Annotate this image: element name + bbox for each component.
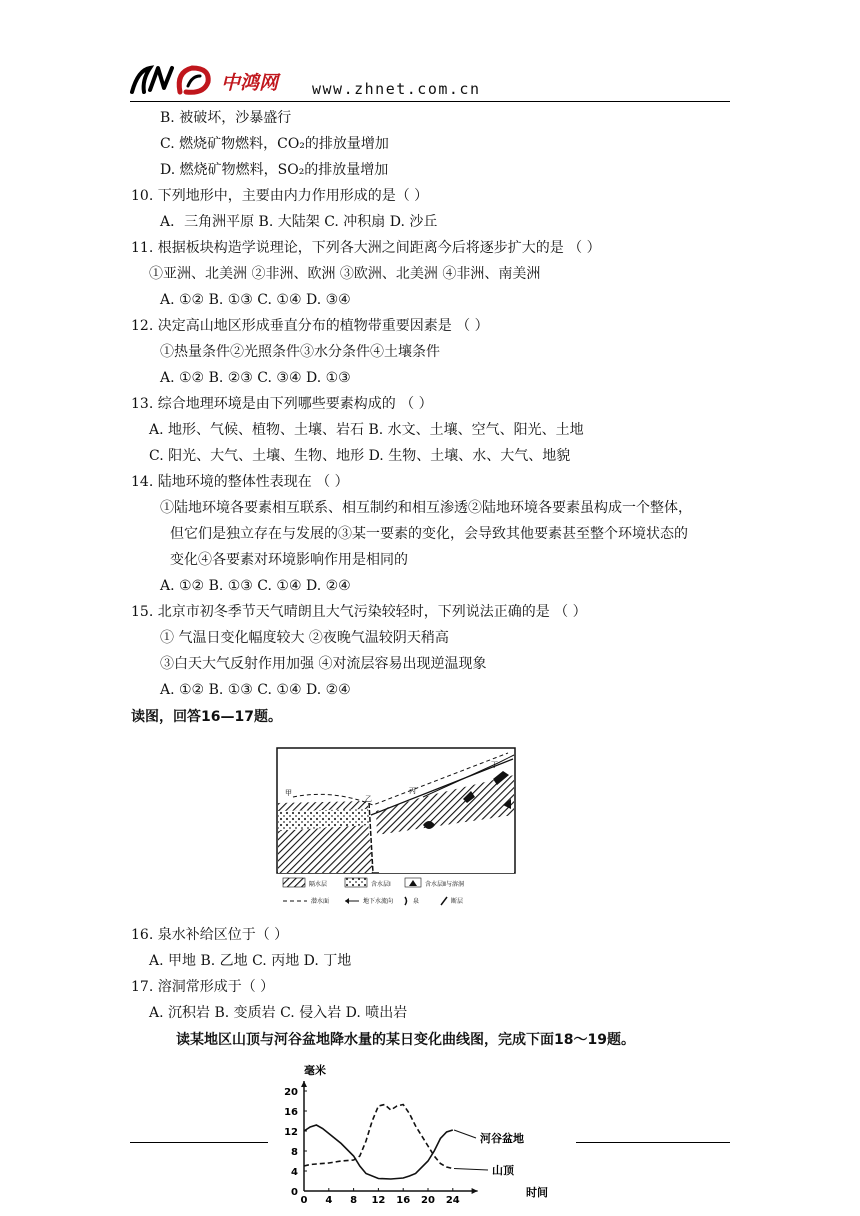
x-tick-label-0: 0: [300, 1195, 308, 1206]
leader-valley: [454, 1130, 476, 1138]
q15-stem: 15. 北京市初冬季节天气晴朗且大气污染较轻时，下列说法正确的是 （ ）: [131, 604, 587, 620]
series-label-mountain: 山顶: [492, 1164, 514, 1177]
legend-aquifer-two: 含水层Ⅱ与溶洞: [425, 881, 464, 888]
q15-options: A. ①② B. ①③ C. ①④ D. ②④: [160, 682, 351, 698]
y-tick-label-12: 12: [284, 1127, 298, 1138]
leader-mountain: [454, 1169, 488, 1171]
q14-items-line2: 但它们是独立存在与发展的③某一要素的变化，会导致其他要素甚至整个环境状态的: [170, 526, 688, 542]
x-tick-label-20: 20: [421, 1195, 435, 1206]
q13-options-cd: C. 阳光、大气、土壤、生物、地形 D. 生物、土壤、水、大气、地貌: [149, 448, 571, 464]
q10-options: A．三角洲平原 B. 大陆架 C. 冲积扇 D. 沙丘: [160, 214, 438, 230]
footer-rule-right: [576, 1142, 730, 1143]
q14-items-line3: 变化④各要素对环境影响作用是相同的: [170, 552, 408, 568]
q16-stem: 16. 泉水补给区位于（ ）: [131, 927, 289, 943]
q11-stem: 11. 根据板块构造学说理论，下列各大洲之间距离今后将逐步扩大的是 （ ）: [131, 240, 601, 256]
figure-legend: [283, 878, 464, 905]
groundwater-cross-section-figure: [273, 745, 519, 911]
legend-aquifer-one: 含水层Ⅰ: [371, 881, 391, 888]
q17-options: A. 沉积岩 B. 变质岩 C. 侵入岩 D. 喷出岩: [149, 1005, 408, 1021]
q17-stem: 17. 溶洞常形成于（ ）: [131, 979, 275, 995]
x-tick-label-4: 4: [325, 1195, 333, 1206]
zhnet-logo-icon: [128, 62, 220, 98]
label-ding: 丁: [491, 761, 498, 769]
x-tick-label-24: 24: [445, 1195, 460, 1206]
legend-fault: 断层: [451, 898, 464, 905]
q10-stem: 10. 下列地形中，主要由内力作用形成的是（ ）: [131, 188, 429, 204]
y-tick-label-20: 20: [284, 1087, 298, 1098]
q9-option-d: D. 燃烧矿物燃料，SO₂的排放量增加: [160, 162, 389, 178]
y-tick-label-0: 0: [291, 1187, 298, 1198]
instruction-18-19: 读某地区山顶与河谷盆地降水量的某日变化曲线图，完成下面18～19题。: [176, 1032, 635, 1048]
q12-options: A. ①② B. ②③ C. ③④ D. ①③: [160, 370, 351, 386]
instruction-16-17: 读图，回答16—17题。: [131, 709, 282, 725]
precipitation-chart: [268, 1060, 574, 1210]
q16-options: A. 甲地 B. 乙地 C. 丙地 D. 丁地: [149, 953, 352, 969]
label-bing: 丙: [409, 787, 416, 795]
y-tick-label-4: 4: [291, 1167, 298, 1178]
q15-items-line2: ③白天大气反射作用加强 ④对流层容易出现逆温现象: [160, 656, 487, 672]
q11-items: ①亚洲、北美洲 ②非洲、欧洲 ③欧洲、北美洲 ④非洲、南美洲: [149, 266, 541, 282]
q9-option-b: B. 被破坏，沙暴盛行: [160, 110, 292, 126]
q9-option-c: C. 燃烧矿物燃料，CO₂的排放量增加: [160, 136, 389, 152]
legend-water-table: 潜水面: [311, 898, 330, 905]
x-axis-arrow: [472, 1188, 478, 1194]
legend-aquiclude: 隔水层: [309, 881, 328, 888]
y-tick-label-8: 8: [291, 1147, 298, 1158]
label-yi: 乙: [365, 795, 372, 803]
x-axis-label: 时间: [526, 1186, 548, 1199]
legend-spring: 泉: [413, 898, 420, 905]
q14-items-line1: ①陆地环境各要素相互联系、相互制约和相互渗透②陆地环境各要素虽构成一个整体，: [160, 500, 692, 516]
q12-stem: 12. 决定高山地区形成垂直分布的植物带重要因素是 （ ）: [131, 318, 489, 334]
series-line-1: [304, 1105, 453, 1169]
y-tick-label-16: 16: [284, 1107, 298, 1118]
q15-items-line1: ① 气温日变化幅度较大 ②夜晚气温较阴天稍高: [160, 630, 449, 646]
legend-flow-direction: 地下水流向: [363, 898, 394, 905]
q14-options: A. ①② B. ①③ C. ①④ D. ②④: [160, 578, 351, 594]
q11-options: A. ①② B. ①③ C. ①④ D. ③④: [160, 292, 351, 308]
y-axis-arrow: [301, 1081, 307, 1087]
q14-stem: 14. 陆地环境的整体性表现在 （ ）: [131, 474, 349, 490]
brand-name: 中鸿网: [221, 72, 279, 94]
y-axis-label: 毫米: [304, 1064, 326, 1077]
x-tick-label-16: 16: [396, 1195, 411, 1206]
label-jia: 甲: [285, 789, 292, 797]
x-tick-label-12: 12: [371, 1195, 386, 1206]
header-rule: [130, 101, 730, 102]
series-label-valley: 河谷盆地: [480, 1132, 524, 1145]
site-url[interactable]: www.zhnet.com.cn: [312, 80, 481, 98]
q13-stem: 13. 综合地理环境是由下列哪些要素构成的 （ ）: [131, 396, 433, 412]
series-line-0: [304, 1125, 453, 1179]
q12-items: ①热量条件②光照条件③水分条件④土壤条件: [160, 344, 440, 360]
q13-options-ab: A. 地形、气候、植物、土壤、岩石 B. 水文、土壤、空气、阳光、土地: [149, 422, 584, 438]
x-tick-label-8: 8: [350, 1195, 358, 1206]
footer-rule-left: [130, 1142, 268, 1143]
